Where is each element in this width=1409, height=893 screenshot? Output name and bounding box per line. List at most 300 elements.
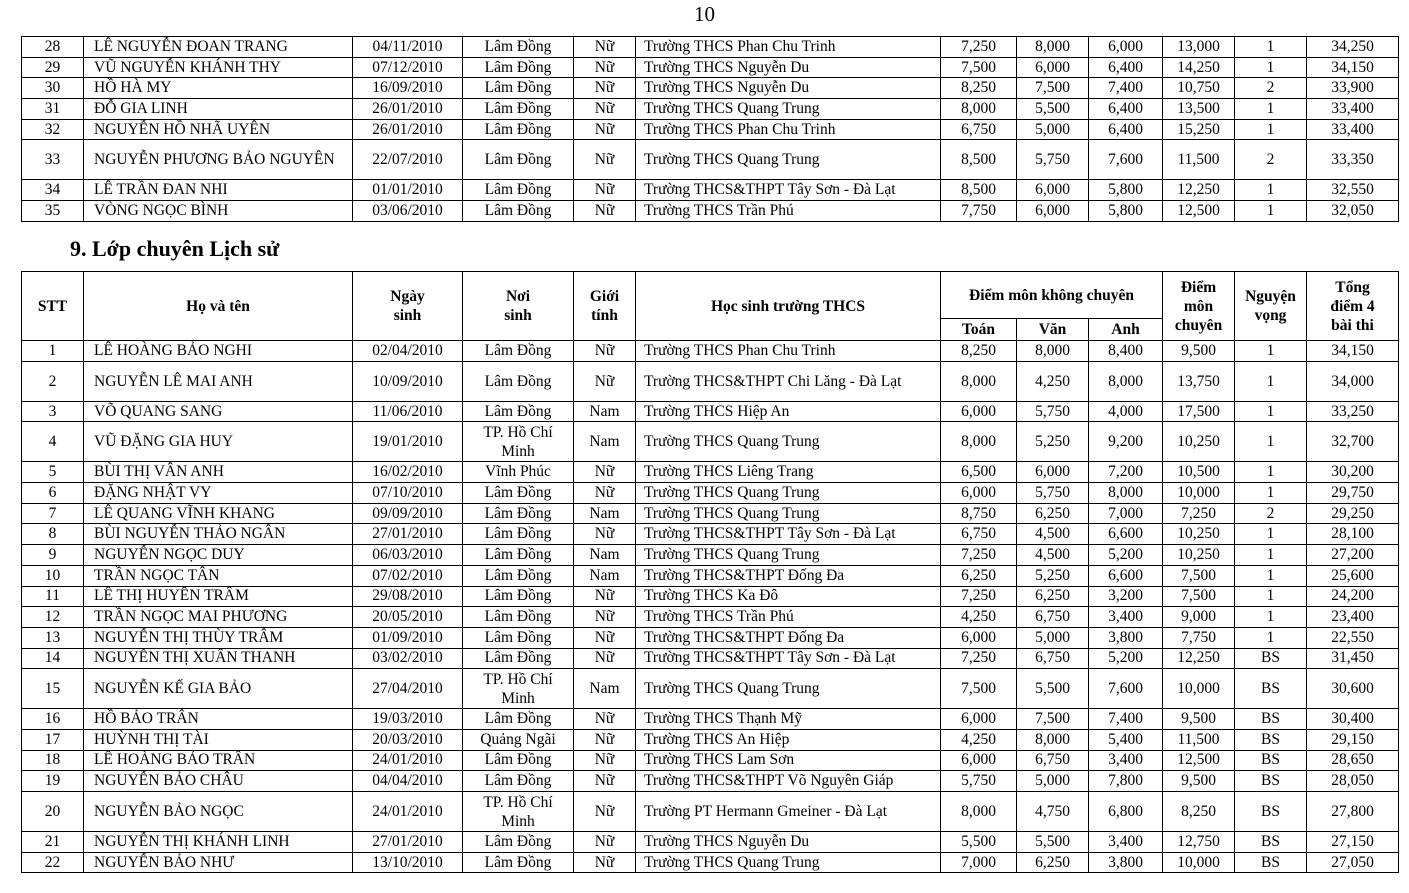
birthplace-cell: Lâm Đồng [463, 140, 574, 180]
major-score-cell: 9,500 [1163, 341, 1235, 362]
math-score-cell: 8,500 [941, 140, 1017, 180]
english-score-cell: 6,600 [1089, 524, 1163, 545]
gender-cell: Nữ [574, 140, 636, 180]
stt-cell: 3 [22, 401, 84, 422]
name-cell: NGUYỄN NGỌC DUY [84, 545, 353, 566]
birthplace-cell: Lâm Đồng [463, 361, 574, 401]
gender-cell: Nữ [574, 201, 636, 222]
header-wish: Nguyện vọng [1235, 272, 1307, 341]
total-score-cell: 33,250 [1307, 401, 1399, 422]
major-score-cell: 14,250 [1163, 57, 1235, 78]
stt-cell: 30 [22, 78, 84, 99]
birthplace-cell: Lâm Đồng [463, 57, 574, 78]
english-score-cell: 6,600 [1089, 565, 1163, 586]
literature-score-cell: 8,000 [1017, 729, 1089, 750]
name-cell: VÕ QUANG SANG [84, 401, 353, 422]
school-cell: Trường THCS&THPT Tây Sơn - Đà Lạt [636, 648, 941, 669]
stt-cell: 2 [22, 361, 84, 401]
dob-cell: 19/01/2010 [353, 422, 463, 462]
total-score-cell: 32,700 [1307, 422, 1399, 462]
section-title: 9. Lớp chuyên Lịch sử [70, 236, 280, 261]
gender-cell: Nam [574, 401, 636, 422]
name-cell: LÊ QUANG VĨNH KHANG [84, 503, 353, 524]
wish-cell: BS [1235, 648, 1307, 669]
school-cell: Trường THCS Hiệp An [636, 401, 941, 422]
english-score-cell: 3,400 [1089, 750, 1163, 771]
name-cell: NGUYỄN PHƯƠNG BẢO NGUYÊN [84, 140, 353, 180]
major-score-cell: 7,500 [1163, 586, 1235, 607]
stt-cell: 4 [22, 422, 84, 462]
literature-score-cell: 6,750 [1017, 648, 1089, 669]
total-score-cell: 34,000 [1307, 361, 1399, 401]
literature-score-cell: 7,500 [1017, 709, 1089, 730]
dob-cell: 16/09/2010 [353, 78, 463, 99]
dob-cell: 19/03/2010 [353, 709, 463, 730]
wish-cell: 1 [1235, 401, 1307, 422]
wish-cell: 2 [1235, 140, 1307, 180]
math-score-cell: 8,250 [941, 341, 1017, 362]
wish-cell: 1 [1235, 341, 1307, 362]
stt-cell: 8 [22, 524, 84, 545]
birthplace-cell: Lâm Đồng [463, 627, 574, 648]
major-score-cell: 10,250 [1163, 524, 1235, 545]
stt-cell: 21 [22, 832, 84, 853]
total-score-cell: 33,900 [1307, 78, 1399, 99]
total-score-cell: 27,150 [1307, 832, 1399, 853]
history-class-rows [22, 341, 1399, 873]
dob-cell: 26/01/2010 [353, 119, 463, 140]
dob-cell: 07/12/2010 [353, 57, 463, 78]
dob-cell: 02/04/2010 [353, 341, 463, 362]
english-score-cell: 7,600 [1089, 669, 1163, 709]
name-cell: VŨ ĐẶNG GIA HUY [84, 422, 353, 462]
math-score-cell: 5,500 [941, 832, 1017, 853]
literature-score-cell: 4,500 [1017, 524, 1089, 545]
dob-cell: 26/01/2010 [353, 99, 463, 120]
stt-cell: 5 [22, 462, 84, 483]
wish-cell: 1 [1235, 586, 1307, 607]
header-stt: STT [22, 272, 84, 341]
major-score-cell: 7,500 [1163, 565, 1235, 586]
name-cell: TRẦN NGỌC TÂN [84, 565, 353, 586]
header-total: Tổng điểm 4 bài thi [1307, 272, 1399, 341]
name-cell: HUỲNH THỊ TÀI [84, 729, 353, 750]
wish-cell: 1 [1235, 483, 1307, 504]
table-row [22, 545, 1399, 566]
total-score-cell: 34,250 [1307, 37, 1399, 58]
school-cell: Trường THCS Ka Đô [636, 586, 941, 607]
name-cell: TRẦN NGỌC MAI PHƯƠNG [84, 607, 353, 628]
gender-cell: Nam [574, 565, 636, 586]
gender-cell: Nữ [574, 37, 636, 58]
wish-cell: 1 [1235, 607, 1307, 628]
school-cell: Trường THCS Liêng Trang [636, 462, 941, 483]
gender-cell: Nam [574, 545, 636, 566]
wish-cell: 1 [1235, 545, 1307, 566]
birthplace-cell: Lâm Đồng [463, 37, 574, 58]
stt-cell: 17 [22, 729, 84, 750]
table-row [22, 503, 1399, 524]
birthplace-cell: Lâm Đồng [463, 503, 574, 524]
header-major-score: Điểm môn chuyên [1163, 272, 1235, 341]
birthplace-cell: Lâm Đồng [463, 545, 574, 566]
gender-cell: Nữ [574, 462, 636, 483]
total-score-cell: 27,200 [1307, 545, 1399, 566]
english-score-cell: 3,400 [1089, 832, 1163, 853]
wish-cell: 1 [1235, 180, 1307, 201]
dob-cell: 27/04/2010 [353, 669, 463, 709]
birthplace-cell: Lâm Đồng [463, 832, 574, 853]
school-cell: Trường THCS Quang Trung [636, 852, 941, 873]
english-score-cell: 5,800 [1089, 201, 1163, 222]
english-score-cell: 6,400 [1089, 57, 1163, 78]
school-cell: Trường THCS Trần Phú [636, 201, 941, 222]
stt-cell: 16 [22, 709, 84, 730]
wish-cell: 1 [1235, 201, 1307, 222]
english-score-cell: 9,200 [1089, 422, 1163, 462]
history-class-table [21, 271, 1399, 873]
math-score-cell: 6,000 [941, 627, 1017, 648]
literature-score-cell: 5,750 [1017, 401, 1089, 422]
stt-cell: 34 [22, 180, 84, 201]
major-score-cell: 11,500 [1163, 729, 1235, 750]
major-score-cell: 9,500 [1163, 771, 1235, 792]
total-score-cell: 31,450 [1307, 648, 1399, 669]
literature-score-cell: 5,500 [1017, 99, 1089, 120]
school-cell: Trường THCS Trần Phú [636, 607, 941, 628]
total-score-cell: 28,050 [1307, 771, 1399, 792]
total-score-cell: 32,550 [1307, 180, 1399, 201]
stt-cell: 22 [22, 852, 84, 873]
table-row [22, 180, 1399, 201]
literature-score-cell: 5,750 [1017, 140, 1089, 180]
wish-cell: 1 [1235, 37, 1307, 58]
literature-score-cell: 6,000 [1017, 57, 1089, 78]
wish-cell: BS [1235, 709, 1307, 730]
table-row [22, 57, 1399, 78]
math-score-cell: 8,000 [941, 361, 1017, 401]
wish-cell: BS [1235, 771, 1307, 792]
name-cell: NGUYỄN LÊ MAI ANH [84, 361, 353, 401]
gender-cell: Nữ [574, 771, 636, 792]
english-score-cell: 6,400 [1089, 99, 1163, 120]
dob-cell: 07/02/2010 [353, 565, 463, 586]
literature-score-cell: 5,250 [1017, 422, 1089, 462]
name-cell: ĐỖ GIA LINH [84, 99, 353, 120]
wish-cell: BS [1235, 729, 1307, 750]
dob-cell: 20/05/2010 [353, 607, 463, 628]
birthplace-cell: Lâm Đồng [463, 401, 574, 422]
table-row [22, 201, 1399, 222]
school-cell: Trường THCS Quang Trung [636, 669, 941, 709]
table-row [22, 648, 1399, 669]
math-score-cell: 6,000 [941, 483, 1017, 504]
header-dob: Ngày sinh [353, 272, 463, 341]
dob-cell: 24/01/2010 [353, 750, 463, 771]
total-score-cell: 28,100 [1307, 524, 1399, 545]
table-row [22, 422, 1399, 462]
school-cell: Trường THCS Quang Trung [636, 503, 941, 524]
stt-cell: 7 [22, 503, 84, 524]
gender-cell: Nữ [574, 586, 636, 607]
math-score-cell: 6,500 [941, 462, 1017, 483]
math-score-cell: 4,250 [941, 729, 1017, 750]
dob-cell: 10/09/2010 [353, 361, 463, 401]
table-row [22, 709, 1399, 730]
literature-score-cell: 5,500 [1017, 832, 1089, 853]
table-row [22, 483, 1399, 504]
name-cell: NGUYỄN BẢO NGỌC [84, 792, 353, 832]
table-row [22, 607, 1399, 628]
english-score-cell: 7,200 [1089, 462, 1163, 483]
major-score-cell: 12,250 [1163, 180, 1235, 201]
literature-score-cell: 8,000 [1017, 37, 1089, 58]
name-cell: NGUYỄN BẢO NHƯ [84, 852, 353, 873]
wish-cell: BS [1235, 852, 1307, 873]
header-non-major-scores: Điểm môn không chuyên [941, 272, 1163, 319]
wish-cell: 1 [1235, 119, 1307, 140]
page-number: 10 [694, 2, 715, 26]
major-score-cell: 9,000 [1163, 607, 1235, 628]
english-score-cell: 3,200 [1089, 586, 1163, 607]
literature-score-cell: 4,250 [1017, 361, 1089, 401]
total-score-cell: 34,150 [1307, 57, 1399, 78]
major-score-cell: 12,750 [1163, 832, 1235, 853]
name-cell: NGUYỄN THỊ KHÁNH LINH [84, 832, 353, 853]
wish-cell: BS [1235, 832, 1307, 853]
literature-score-cell: 6,250 [1017, 586, 1089, 607]
stt-cell: 29 [22, 57, 84, 78]
header-literature: Văn [1017, 319, 1089, 341]
stt-cell: 19 [22, 771, 84, 792]
total-score-cell: 23,400 [1307, 607, 1399, 628]
english-score-cell: 5,400 [1089, 729, 1163, 750]
total-score-cell: 29,250 [1307, 503, 1399, 524]
major-score-cell: 10,250 [1163, 545, 1235, 566]
gender-cell: Nữ [574, 361, 636, 401]
gender-cell: Nữ [574, 852, 636, 873]
literature-score-cell: 5,000 [1017, 627, 1089, 648]
name-cell: BÙI THỊ VÂN ANH [84, 462, 353, 483]
total-score-cell: 33,400 [1307, 99, 1399, 120]
table-row [22, 750, 1399, 771]
school-cell: Trường THCS Thạnh Mỹ [636, 709, 941, 730]
header-english: Anh [1089, 319, 1163, 341]
stt-cell: 13 [22, 627, 84, 648]
birthplace-cell: Lâm Đồng [463, 483, 574, 504]
wish-cell: BS [1235, 792, 1307, 832]
name-cell: LÊ HOÀNG BẢO TRÂN [84, 750, 353, 771]
birthplace-cell: Quảng Ngãi [463, 729, 574, 750]
gender-cell: Nữ [574, 832, 636, 853]
english-score-cell: 5,800 [1089, 180, 1163, 201]
math-score-cell: 4,250 [941, 607, 1017, 628]
gender-cell: Nữ [574, 341, 636, 362]
major-score-cell: 10,000 [1163, 669, 1235, 709]
math-score-cell: 8,000 [941, 792, 1017, 832]
major-score-cell: 13,000 [1163, 37, 1235, 58]
english-score-cell: 8,400 [1089, 341, 1163, 362]
math-score-cell: 8,000 [941, 99, 1017, 120]
birthplace-cell: Lâm Đồng [463, 201, 574, 222]
name-cell: NGUYỄN BẢO CHÂU [84, 771, 353, 792]
table-row [22, 729, 1399, 750]
dob-cell: 24/01/2010 [353, 792, 463, 832]
wish-cell: 1 [1235, 57, 1307, 78]
dob-cell: 27/01/2010 [353, 832, 463, 853]
gender-cell: Nữ [574, 648, 636, 669]
wish-cell: 1 [1235, 627, 1307, 648]
dob-cell: 22/07/2010 [353, 140, 463, 180]
total-score-cell: 25,600 [1307, 565, 1399, 586]
stt-cell: 1 [22, 341, 84, 362]
literature-score-cell: 6,000 [1017, 180, 1089, 201]
total-score-cell: 33,400 [1307, 119, 1399, 140]
dob-cell: 11/06/2010 [353, 401, 463, 422]
birthplace-cell: Lâm Đồng [463, 771, 574, 792]
total-score-cell: 24,200 [1307, 586, 1399, 607]
major-score-cell: 9,500 [1163, 709, 1235, 730]
table-row [22, 792, 1399, 832]
english-score-cell: 7,800 [1089, 771, 1163, 792]
total-score-cell: 34,150 [1307, 341, 1399, 362]
literature-score-cell: 7,500 [1017, 78, 1089, 99]
name-cell: VÒNG NGỌC BÌNH [84, 201, 353, 222]
math-score-cell: 6,250 [941, 565, 1017, 586]
gender-cell: Nữ [574, 99, 636, 120]
school-cell: Trường THCS An Hiệp [636, 729, 941, 750]
wish-cell: BS [1235, 750, 1307, 771]
dob-cell: 04/04/2010 [353, 771, 463, 792]
table-row [22, 37, 1399, 58]
name-cell: BÙI NGUYỄN THẢO NGÂN [84, 524, 353, 545]
header-gender: Giới tính [574, 272, 636, 341]
gender-cell: Nữ [574, 792, 636, 832]
dob-cell: 07/10/2010 [353, 483, 463, 504]
english-score-cell: 3,800 [1089, 627, 1163, 648]
english-score-cell: 5,200 [1089, 545, 1163, 566]
dob-cell: 13/10/2010 [353, 852, 463, 873]
gender-cell: Nam [574, 669, 636, 709]
school-cell: Trường THCS Quang Trung [636, 545, 941, 566]
school-cell: Trường THCS Quang Trung [636, 99, 941, 120]
math-score-cell: 7,500 [941, 57, 1017, 78]
gender-cell: Nam [574, 422, 636, 462]
table-row [22, 119, 1399, 140]
literature-score-cell: 5,500 [1017, 669, 1089, 709]
birthplace-cell: Lâm Đồng [463, 565, 574, 586]
birthplace-cell: Lâm Đồng [463, 648, 574, 669]
table-row [22, 586, 1399, 607]
literature-score-cell: 5,000 [1017, 119, 1089, 140]
gender-cell: Nữ [574, 750, 636, 771]
math-score-cell: 7,250 [941, 37, 1017, 58]
english-score-cell: 7,600 [1089, 140, 1163, 180]
stt-cell: 9 [22, 545, 84, 566]
major-score-cell: 15,250 [1163, 119, 1235, 140]
school-cell: Trường THCS&THPT Chi Lăng - Đà Lạt [636, 361, 941, 401]
math-score-cell: 7,500 [941, 669, 1017, 709]
math-score-cell: 5,750 [941, 771, 1017, 792]
table-row [22, 524, 1399, 545]
school-cell: Trường THCS&THPT Tây Sơn - Đà Lạt [636, 524, 941, 545]
name-cell: LÊ NGUYỄN ĐOAN TRANG [84, 37, 353, 58]
header-name: Họ và tên [84, 272, 353, 341]
gender-cell: Nữ [574, 483, 636, 504]
dob-cell: 06/03/2010 [353, 545, 463, 566]
dob-cell: 01/01/2010 [353, 180, 463, 201]
name-cell: LÊ HOÀNG BẢO NGHI [84, 341, 353, 362]
school-cell: Trường THCS Quang Trung [636, 422, 941, 462]
stt-cell: 18 [22, 750, 84, 771]
table-row [22, 99, 1399, 120]
wish-cell: 1 [1235, 422, 1307, 462]
wish-cell: 1 [1235, 99, 1307, 120]
gender-cell: Nữ [574, 524, 636, 545]
birthplace-cell: Lâm Đồng [463, 524, 574, 545]
stt-cell: 31 [22, 99, 84, 120]
major-score-cell: 10,250 [1163, 422, 1235, 462]
birthplace-cell: Lâm Đồng [463, 119, 574, 140]
math-score-cell: 7,250 [941, 586, 1017, 607]
math-score-cell: 6,000 [941, 750, 1017, 771]
english-score-cell: 3,800 [1089, 852, 1163, 873]
table-row [22, 462, 1399, 483]
dob-cell: 01/09/2010 [353, 627, 463, 648]
english-score-cell: 7,400 [1089, 78, 1163, 99]
name-cell: LÊ TRẦN ĐAN NHI [84, 180, 353, 201]
table-row [22, 852, 1399, 873]
english-score-cell: 8,000 [1089, 483, 1163, 504]
literature-score-cell: 4,500 [1017, 545, 1089, 566]
name-cell: HỒ HÀ MY [84, 78, 353, 99]
stt-cell: 15 [22, 669, 84, 709]
literature-score-cell: 5,750 [1017, 483, 1089, 504]
header-birthplace: Nơi sinh [463, 272, 574, 341]
total-score-cell: 33,350 [1307, 140, 1399, 180]
dob-cell: 29/08/2010 [353, 586, 463, 607]
english-score-cell: 3,400 [1089, 607, 1163, 628]
table-row [22, 565, 1399, 586]
math-score-cell: 8,000 [941, 422, 1017, 462]
stt-cell: 14 [22, 648, 84, 669]
gender-cell: Nữ [574, 709, 636, 730]
birthplace-cell: Lâm Đồng [463, 852, 574, 873]
birthplace-cell: Lâm Đồng [463, 78, 574, 99]
gender-cell: Nữ [574, 57, 636, 78]
birthplace-cell: TP. Hồ Chí Minh [463, 422, 574, 462]
table-row [22, 832, 1399, 853]
stt-cell: 6 [22, 483, 84, 504]
school-cell: Trường THCS Lam Sơn [636, 750, 941, 771]
math-score-cell: 6,000 [941, 401, 1017, 422]
table-row [22, 669, 1399, 709]
total-score-cell: 30,400 [1307, 709, 1399, 730]
name-cell: NGUYỄN THỊ THÙY TRÂM [84, 627, 353, 648]
stt-cell: 10 [22, 565, 84, 586]
school-cell: Trường THCS&THPT Tây Sơn - Đà Lạt [636, 180, 941, 201]
stt-cell: 28 [22, 37, 84, 58]
table-row [22, 627, 1399, 648]
name-cell: NGUYỄN HỒ NHÃ UYÊN [84, 119, 353, 140]
dob-cell: 27/01/2010 [353, 524, 463, 545]
literature-score-cell: 5,000 [1017, 771, 1089, 792]
major-score-cell: 8,250 [1163, 792, 1235, 832]
name-cell: VŨ NGUYỄN KHÁNH THY [84, 57, 353, 78]
gender-cell: Nam [574, 503, 636, 524]
table-row [22, 78, 1399, 99]
name-cell: LÊ THỊ HUYỀN TRÂM [84, 586, 353, 607]
